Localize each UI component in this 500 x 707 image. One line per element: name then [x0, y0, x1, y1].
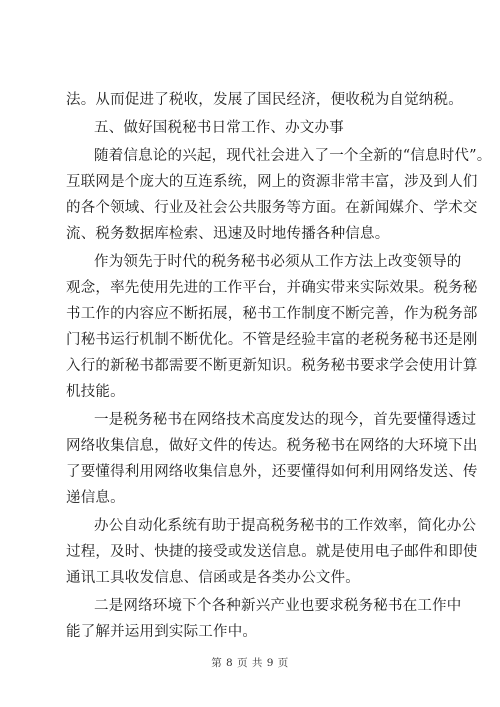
text-line: 观念，率先使用先进的工作平台，并确实带来实际效果。税务秘	[66, 280, 478, 296]
text-line: 了要懂得利用网络收集信息外，还要懂得如何利用网络发送、传	[66, 464, 478, 480]
text-line: 门秘书运行机制不断优化。不管是经验丰富的老税务秘书还是刚	[66, 332, 478, 348]
text-line: 能了解并运用到实际工作中。	[66, 624, 258, 640]
text-line: 网络收集信息，做好文件的传达。税务秘书在网络的大环境下出	[66, 438, 478, 454]
text-line: 入行的新秘书都需要不断更新知识。税务秘书要求学会使用计算	[66, 358, 478, 374]
text-line: 机技能。	[66, 384, 125, 400]
section-heading: 五、做好国税秘书日常工作、办文办事	[94, 120, 344, 136]
text-line: 一是税务秘书在网络技术高度发达的现今，首先要懂得透过	[94, 412, 477, 428]
text-line: 书工作的内容应不断拓展，秘书工作制度不断完善，作为税务部	[66, 306, 478, 322]
text-line: 法。从而促进了税收，发展了国民经济，便收税为自觉纳税。	[66, 92, 463, 108]
page-number-footer: 第 8 页 共 9 页	[211, 657, 289, 669]
text-line: 流、税务数据库检索、迅速及时地传播各种信息。	[66, 226, 390, 242]
text-line: 随着信息论的兴起，现代社会进入了一个全新的“信息时代”。	[94, 148, 492, 164]
text-line: 互联网是个庞大的互连系统，网上的资源非常丰富，涉及到人们	[66, 174, 478, 190]
text-line: 办公自动化系统有助于提高税务秘书的工作效率，简化办公	[94, 518, 477, 534]
text-line: 递信息。	[66, 490, 125, 506]
text-line: 作为领先于时代的税务秘书必须从工作方法上改变领导的	[94, 254, 462, 270]
text-line: 的各个领域、行业及社会公共服务等方面。在新闻媒介、学术交	[66, 200, 478, 216]
text-line: 通讯工具收发信息、信函或是各类办公文件。	[66, 570, 360, 586]
text-line: 过程，及时、快捷的接受或发送信息。就是使用电子邮件和即使	[66, 544, 478, 560]
text-line: 二是网络环境下个各种新兴产业也要求税务秘书在工作中	[94, 598, 462, 614]
